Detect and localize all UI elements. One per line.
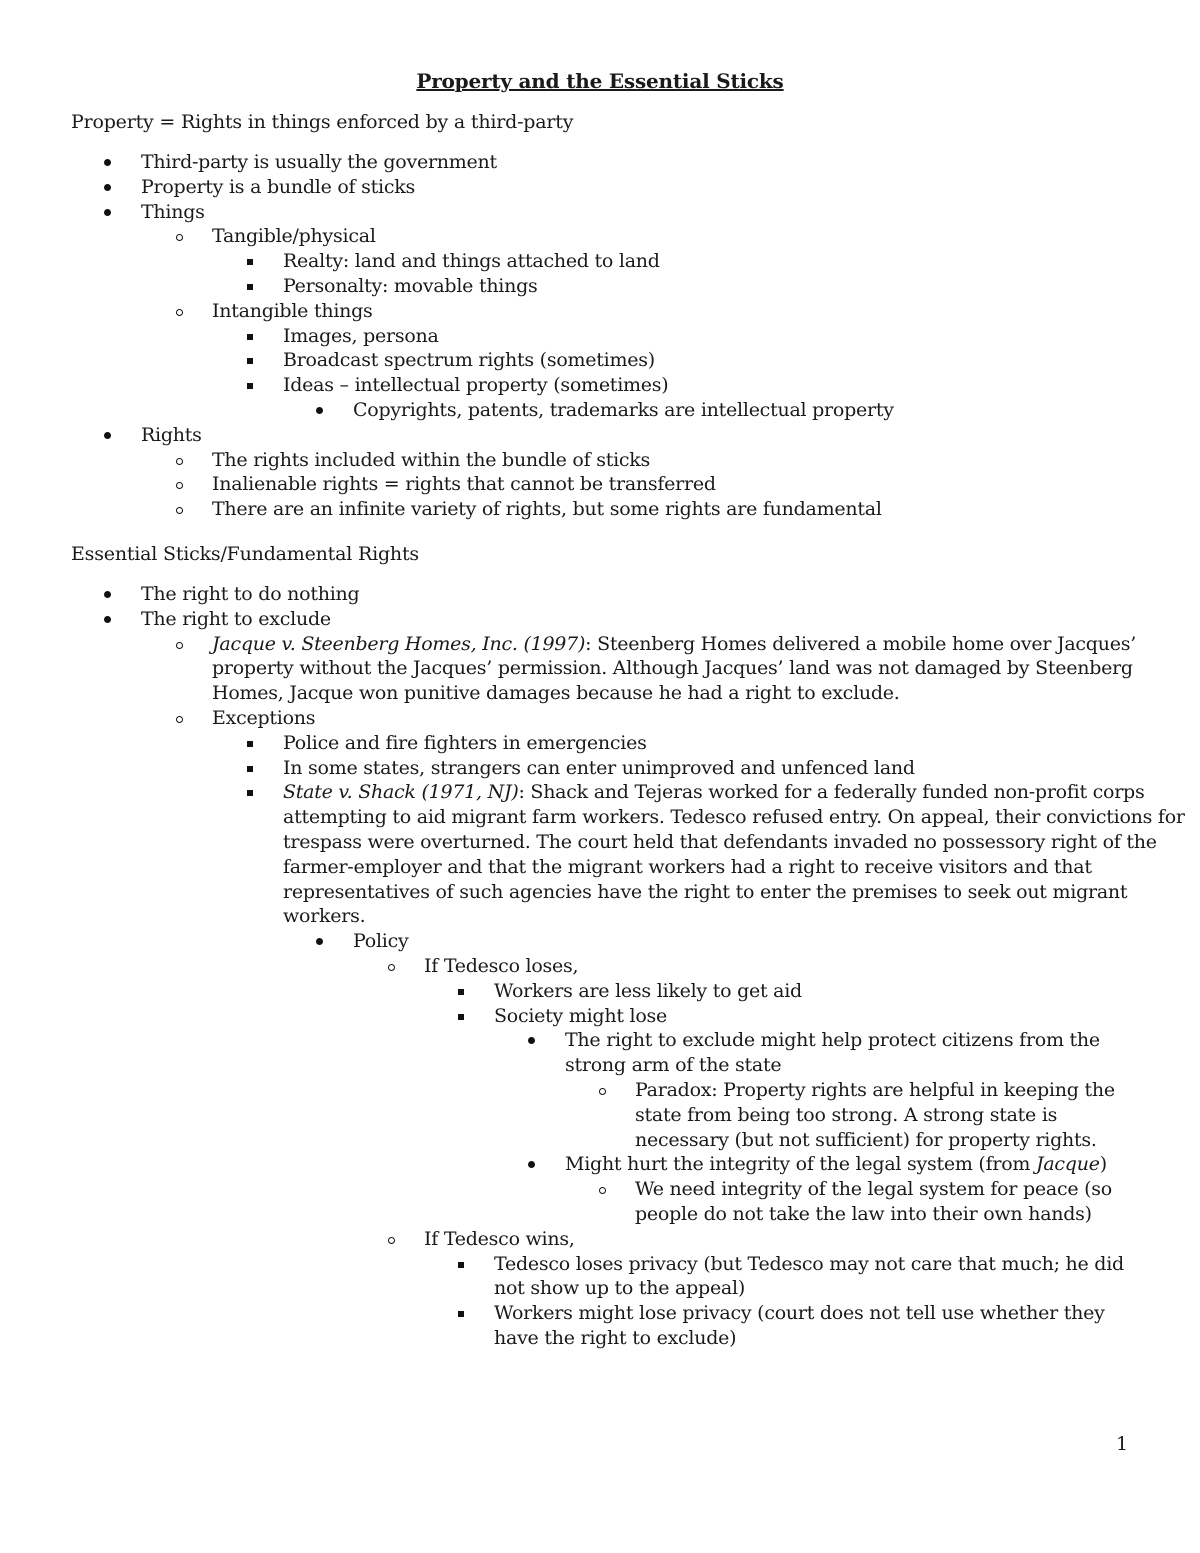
square-bullet-icon [247, 790, 253, 796]
hollow-bullet-icon [176, 309, 183, 316]
list-item: Inalienable rights = rights that cannot be transferred [0, 472, 1200, 497]
list-item: We need integrity of the legal system for peace (so people do not take the law into their own hands) [0, 1177, 1200, 1227]
list-item: Exceptions [0, 706, 1200, 731]
bullet-icon [528, 1161, 535, 1168]
list-item: Personalty: movable things [0, 274, 1200, 299]
bullet-icon [104, 209, 111, 216]
case-name: Jacque v. Steenberg Homes, Inc. (1997) [212, 632, 586, 655]
section-2-list [0, 582, 1200, 1351]
hollow-bullet-icon [176, 642, 183, 649]
list-item: Workers are less likely to get aid [0, 979, 1200, 1004]
intro-definition: Property = Rights in things enforced by a third-party [71, 111, 574, 133]
square-bullet-icon [458, 1311, 464, 1317]
hollow-bullet-icon [599, 1187, 606, 1194]
square-bullet-icon [247, 383, 253, 389]
list-item: Might hurt the integrity of the legal system (from Jacque) [0, 1152, 1200, 1177]
hollow-bullet-icon [176, 482, 183, 489]
bullet-icon [104, 616, 111, 623]
bullet-icon [316, 938, 323, 945]
hollow-bullet-icon [176, 507, 183, 514]
document-title: Property and the Essential Sticks [416, 69, 784, 93]
square-bullet-icon [247, 358, 253, 364]
list-item: Rights [0, 423, 1200, 448]
list-item: The right to exclude might help protect citizens from the strong arm of the state [0, 1028, 1200, 1078]
bullet-icon [316, 407, 323, 414]
list-item: Paradox: Property rights are helpful in keeping the state from being too strong. A strong state is necessary (but not sufficient) for property rights. [0, 1078, 1200, 1152]
square-bullet-icon [458, 1014, 464, 1020]
hollow-bullet-icon [176, 458, 183, 465]
list-item: Things [0, 200, 1200, 225]
square-bullet-icon [247, 334, 253, 340]
list-item: If Tedesco wins, [0, 1227, 1200, 1252]
list-item: The right to exclude [0, 607, 1200, 632]
square-bullet-icon [458, 989, 464, 995]
list-item: Workers might lose privacy (court does not tell use whether they have the right to exclude) [0, 1301, 1200, 1351]
list-item: Policy [0, 929, 1200, 954]
list-item: Jacque v. Steenberg Homes, Inc. (1997): Steenberg Homes delivered a mobile home over Jacques’ property without the Jacques’ permission. Although Jacques’ land was not damaged by Steenberg Homes, Jacque won punitive damages because he had a right to exclude. [0, 632, 1200, 706]
list-item: Tangible/physical [0, 224, 1200, 249]
square-bullet-icon [247, 741, 253, 747]
list-item: Ideas – intellectual property (sometimes) [0, 373, 1200, 398]
bullet-icon [104, 159, 111, 166]
list-item: Tedesco loses privacy (but Tedesco may not care that much; he did not show up to the appeal) [0, 1252, 1200, 1302]
list-item: Realty: land and things attached to land [0, 249, 1200, 274]
hollow-bullet-icon [599, 1088, 606, 1095]
bullet-icon [104, 184, 111, 191]
square-bullet-icon [247, 284, 253, 290]
square-bullet-icon [247, 259, 253, 265]
list-item: Society might lose [0, 1004, 1200, 1029]
page-number: 1 [1116, 1433, 1129, 1455]
list-item: Copyrights, patents, trademarks are intellectual property [0, 398, 1200, 423]
hollow-bullet-icon [176, 234, 183, 241]
case-name: Jacque [1035, 1153, 1100, 1176]
list-item: Third-party is usually the government [0, 150, 1200, 175]
list-item: If Tedesco loses, [0, 954, 1200, 979]
hollow-bullet-icon [388, 964, 395, 971]
list-item: The right to do nothing [0, 582, 1200, 607]
hollow-bullet-icon [176, 716, 183, 723]
list-item: In some states, strangers can enter unimproved and unfenced land [0, 756, 1200, 781]
bullet-icon [528, 1037, 535, 1044]
hollow-bullet-icon [388, 1237, 395, 1244]
square-bullet-icon [458, 1262, 464, 1268]
list-item: Images, persona [0, 324, 1200, 349]
list-item: The rights included within the bundle of sticks [0, 448, 1200, 473]
list-item: Broadcast spectrum rights (sometimes) [0, 348, 1200, 373]
square-bullet-icon [247, 766, 253, 772]
bullet-icon [104, 591, 111, 598]
list-item: Property is a bundle of sticks [0, 175, 1200, 200]
case-name: State v. Shack (1971, NJ) [283, 781, 519, 804]
section-1-list [0, 150, 1200, 522]
list-item: There are an infinite variety of rights, but some rights are fundamental [0, 497, 1200, 522]
list-item: State v. Shack (1971, NJ): Shack and Tejeras worked for a federally funded non-profit corps attempting to aid migrant farm workers. Tedesco refused entry. On appeal, their convictions for trespass were overturned. The court held that defendants invaded no possessory right of the farmer-employer and that the migrant workers had a right to receive visitors and that representatives of such agencies have the right to enter the premises to seek out migrant workers. [0, 780, 1200, 929]
list-item: Intangible things [0, 299, 1200, 324]
section-heading: Essential Sticks/Fundamental Rights [71, 543, 419, 565]
list-item: Police and fire fighters in emergencies [0, 731, 1200, 756]
bullet-icon [104, 432, 111, 439]
